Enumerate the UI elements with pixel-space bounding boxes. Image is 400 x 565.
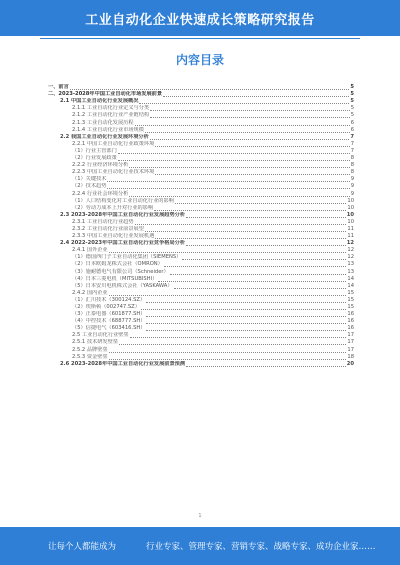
toc-leader-dots <box>129 167 349 168</box>
toc-entry[interactable] <box>48 119 354 126</box>
footer-slogan-left: 让每个人都能成为 <box>48 542 117 552</box>
footer-slogan-right: 行业专家、管理专家、营销专家、战略专家、成功企业家…… <box>146 542 376 552</box>
toc-entry-page: 5 <box>350 98 354 105</box>
toc-entry[interactable] <box>48 183 354 190</box>
toc-leader-dots <box>109 252 347 253</box>
toc-leader-dots <box>186 366 346 367</box>
toc-entry-page: 7 <box>350 140 354 147</box>
toc-entry-label: 2.4.1 国外企业 <box>72 247 108 254</box>
toc-entry[interactable] <box>48 240 354 247</box>
toc-entry[interactable] <box>48 112 354 119</box>
toc-entry[interactable] <box>48 339 354 346</box>
toc-entry[interactable] <box>48 268 354 275</box>
toc-leader-dots <box>150 139 350 140</box>
toc-entry-page: 11 <box>347 225 354 232</box>
toc-entry[interactable] <box>48 127 354 134</box>
toc-entry-label: （1）德国西门子工业自动化集团（SIEMENS） <box>72 254 182 261</box>
toc-entry-label: 2.1.3 工业自动化发展历程 <box>72 119 134 126</box>
toc-leader-dots <box>119 344 346 345</box>
toc-entry[interactable] <box>48 318 354 325</box>
toc-leader-dots <box>139 103 349 104</box>
toc-entry-label: （4）日本三菱电机（MITSUBISHI） <box>72 275 158 282</box>
toc-entry-label: （2）行业发展政策 <box>72 155 117 162</box>
toc-entry-page: 10 <box>347 218 354 225</box>
toc-entry-page: 14 <box>347 282 354 289</box>
toc-entry-page: 5 <box>350 91 354 98</box>
toc-entry-page: 16 <box>347 311 354 318</box>
toc-entry-label: 2.3.2 工业自动化行业前景展望 <box>72 225 144 232</box>
toc-entry-page: 6 <box>350 119 354 126</box>
toc-leader-dots <box>163 96 349 97</box>
report-footer <box>0 527 400 565</box>
toc-leader-dots <box>70 89 350 90</box>
toc-entry-label: （5）信捷电气（603416.SH） <box>72 325 146 332</box>
toc-leader-dots <box>150 117 350 118</box>
toc-entry-label: 2.1.1 工业自动化行业定义与分类 <box>72 105 150 112</box>
toc-entry-label: 2.4.2 国内企业 <box>72 289 108 296</box>
toc-leader-dots <box>129 196 349 197</box>
toc-entry[interactable] <box>48 361 354 368</box>
toc-leader-dots <box>107 181 349 182</box>
toc-entry-page: 8 <box>350 155 354 162</box>
toc-entry-page: 17 <box>347 332 354 339</box>
toc-entry[interactable] <box>48 176 354 183</box>
toc-leader-dots <box>186 245 346 246</box>
toc-entry-page: 15 <box>347 289 354 296</box>
toc-entry-label: （1）汇川技术（300124.SZ） <box>72 296 146 303</box>
toc-entry-page: 9 <box>350 190 354 197</box>
toc-entry-page: 8 <box>350 162 354 169</box>
toc-entry-page: 5 <box>350 84 354 91</box>
toc-entry[interactable] <box>48 212 354 219</box>
toc-leader-dots <box>118 153 350 154</box>
toc-entry[interactable] <box>48 283 354 290</box>
toc-entry-label: 2.2.1 中国工业自动化行业政策环境 <box>72 140 155 147</box>
toc-entry[interactable] <box>48 219 354 226</box>
toc-entry[interactable] <box>48 155 354 162</box>
toc-entry[interactable] <box>48 261 354 268</box>
toc-leader-dots <box>155 238 346 239</box>
toc-entry-page: 12 <box>347 247 354 254</box>
toc-leader-dots <box>186 217 346 218</box>
toc-entry-label: 2.3.1 工业自动化行业趋势 <box>72 218 134 225</box>
toc-entry[interactable] <box>48 105 354 112</box>
toc-entry-label: （1）人口结构变化对工业自动化行业的影响 <box>72 197 174 204</box>
toc-entry-label: （2）技术趋势 <box>72 183 107 190</box>
toc-entry[interactable] <box>48 148 354 155</box>
toc-entry-page: 12 <box>347 254 354 261</box>
toc-entry-label: 2.1 中国工业自动化行业发展概况 <box>60 98 139 105</box>
toc-leader-dots <box>146 323 346 324</box>
toc-entry-label: 2.1.2 工业自动化行业产业链结构 <box>72 112 150 119</box>
toc-leader-dots <box>146 330 346 331</box>
toc-entry-page: 14 <box>347 275 354 282</box>
toc-leader-dots <box>154 210 346 211</box>
toc-entry-label: 2.5.3 资金壁垒 <box>72 353 108 360</box>
toc-entry-page: 10 <box>347 204 354 211</box>
toc-entry[interactable] <box>48 297 354 304</box>
toc-leader-dots <box>175 203 347 204</box>
toc-entry-label: 2.6 2023-2028年中国工业自动化行业发展前景预测 <box>60 360 186 367</box>
toc-entry-label: （1）关键技术 <box>72 176 107 183</box>
toc-entry-label: （3）正泰电器（601877.SH） <box>72 311 146 318</box>
toc-entry-label: 2.3 2023-2028年中国工业自动化行业发展趋势分析 <box>60 211 186 218</box>
toc-entry[interactable] <box>48 141 354 148</box>
toc-entry-page: 9 <box>350 183 354 190</box>
toc-entry-page: 17 <box>347 346 354 353</box>
toc-entry-label: （3）施耐德电气有限公司（Schneider） <box>72 268 169 275</box>
toc-entry-label: （2）劳动力成本上升对行业的影响 <box>72 204 154 211</box>
toc-entry[interactable] <box>48 311 354 318</box>
toc-entry-label: 2.3.3 中国工业自动化行业发展机遇 <box>72 233 155 240</box>
toc-leader-dots <box>158 281 346 282</box>
toc-leader-dots <box>135 125 350 126</box>
toc-entry-label: （2）日本欧姆龙株式会社（OMRON） <box>72 261 163 268</box>
toc-entry-page: 8 <box>350 169 354 176</box>
toc-leader-dots <box>155 174 349 175</box>
toc-leader-dots <box>146 302 346 303</box>
toc-leader-dots <box>155 146 349 147</box>
toc-leader-dots <box>130 337 347 338</box>
toc-entry-page: 7 <box>350 147 354 154</box>
toc-entry[interactable] <box>48 91 354 98</box>
toc-entry-page: 13 <box>347 268 354 275</box>
toc-entry[interactable] <box>48 247 354 254</box>
toc-entry-label: 2.5.1 技术研发壁垒 <box>72 339 118 346</box>
toc-entry-label: （2）埃斯顿（002747.SZ） <box>72 304 140 310</box>
toc-entry[interactable] <box>48 198 354 205</box>
toc-entry[interactable] <box>48 254 354 261</box>
table-of-contents <box>48 84 354 368</box>
toc-entry-page: 7 <box>350 133 354 140</box>
toc-entry-page: 13 <box>347 261 354 268</box>
toc-entry-label: 2.5.2 品牌壁垒 <box>72 346 108 353</box>
toc-leader-dots <box>170 274 347 275</box>
report-header <box>0 0 400 36</box>
toc-entry[interactable] <box>48 276 354 283</box>
toc-leader-dots <box>109 352 347 353</box>
toc-entry-page: 16 <box>347 325 354 332</box>
toc-entry-label: 2.1.4 工业自动化行业市场规模 <box>72 126 144 133</box>
toc-leader-dots <box>141 309 346 310</box>
toc-entry-page: 12 <box>346 240 354 247</box>
toc-entry-page: 10 <box>346 211 354 218</box>
toc-leader-dots <box>109 295 347 296</box>
toc-entry-label: 2.2 我国工业自动化行业发展环境分析 <box>60 133 149 140</box>
toc-entry[interactable] <box>48 98 354 105</box>
toc-entry-label: 2.2.3 中国工业自动化行业技术环境 <box>72 169 155 176</box>
report-title: 工业自动化企业快速成长策略研究报告 <box>85 12 315 28</box>
toc-entry[interactable] <box>48 325 354 332</box>
toc-entry[interactable] <box>48 84 354 91</box>
toc-entry[interactable] <box>48 332 354 339</box>
toc-entry[interactable] <box>48 354 354 361</box>
page-number: 1 <box>198 513 202 519</box>
toc-entry[interactable] <box>48 233 354 240</box>
toc-entry[interactable] <box>48 190 354 197</box>
toc-leader-dots <box>146 316 346 317</box>
toc-entry-label: 二、2023-2028年中国工业自动化市场发展前景 <box>48 91 163 98</box>
toc-entry[interactable] <box>48 169 354 176</box>
toc-entry-page: 15 <box>347 296 354 303</box>
toc-leader-dots <box>118 160 350 161</box>
toc-entry[interactable] <box>48 346 354 353</box>
toc-entry-page: 5 <box>350 105 354 112</box>
toc-entry-page: 6 <box>350 126 354 133</box>
toc-leader-dots <box>109 359 347 360</box>
toc-leader-dots <box>107 188 349 189</box>
toc-title: 内容目录 <box>175 53 224 67</box>
toc-entry-label: 2.5 工业自动化行业壁垒 <box>72 332 129 339</box>
toc-entry-page: 9 <box>350 176 354 183</box>
toc-leader-dots <box>135 224 347 225</box>
toc-entry[interactable] <box>48 304 354 311</box>
toc-entry-page: 15 <box>347 304 354 310</box>
toc-entry-page: 18 <box>347 353 354 360</box>
toc-entry-page: 16 <box>347 318 354 325</box>
toc-entry-page: 20 <box>346 360 354 367</box>
toc-entry[interactable] <box>48 162 354 169</box>
toc-entry-label: 2.2.2 行业经济环境分析 <box>72 162 129 169</box>
toc-entry[interactable] <box>48 134 354 141</box>
toc-entry-page: 5 <box>350 112 354 119</box>
toc-leader-dots <box>164 266 347 267</box>
toc-entry[interactable] <box>48 290 354 297</box>
toc-leader-dots <box>145 132 350 133</box>
toc-leader-dots <box>145 231 346 232</box>
toc-leader-dots <box>150 110 350 111</box>
toc-entry-page: 11 <box>347 233 354 240</box>
toc-entry-label: （1）行业主管部门 <box>72 147 117 154</box>
toc-entry-label: （4）中控技术（688777.SH） <box>72 318 146 325</box>
toc-entry-label: 2.2.4 行业社会环境分析 <box>72 190 129 197</box>
toc-entry[interactable] <box>48 205 354 212</box>
toc-entry-page: 10 <box>347 197 354 204</box>
toc-entry-label: （5）日本安川电机株式会社（YASKAWA） <box>72 282 173 289</box>
toc-leader-dots <box>182 259 346 260</box>
toc-leader-dots <box>174 288 347 289</box>
toc-entry-page: 17 <box>347 339 354 346</box>
header-rule <box>40 38 360 39</box>
toc-entry[interactable] <box>48 226 354 233</box>
toc-entry-label: 一、前言 <box>48 84 69 91</box>
toc-entry-label: 2.4 2022-2023年中国工业自动化行业竞争格局分析 <box>60 240 186 247</box>
